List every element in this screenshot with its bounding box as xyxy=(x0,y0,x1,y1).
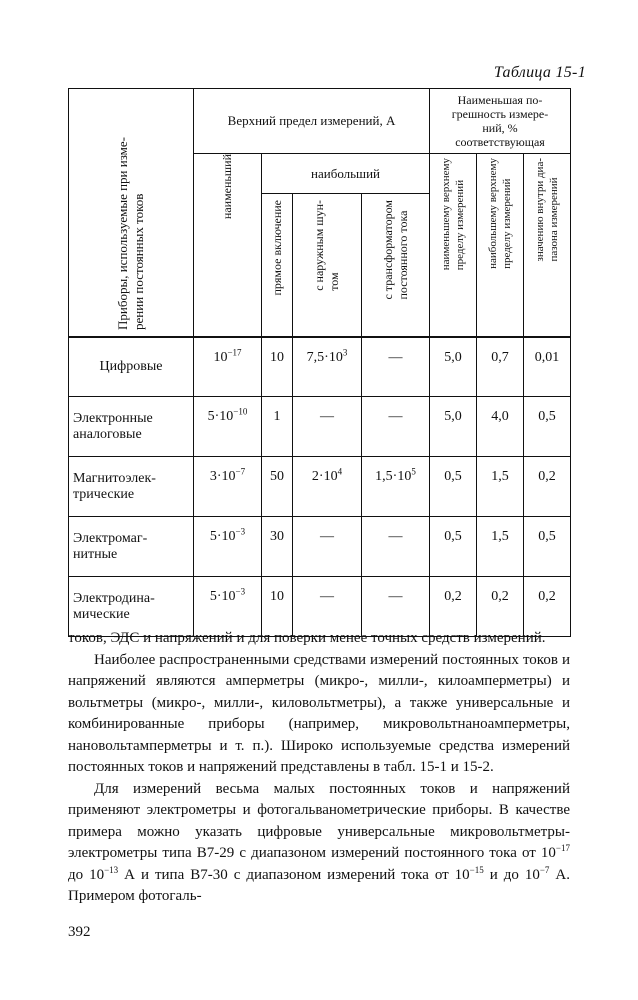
shunt-limit-base: — xyxy=(320,589,334,604)
table-body xyxy=(69,337,571,637)
measurement-table xyxy=(68,88,571,637)
device-name: Электродина- мические xyxy=(69,577,194,637)
transformer-limit-exp: 5 xyxy=(411,466,416,477)
min-limit-exp: −17 xyxy=(227,346,242,357)
header-shunt-label: с наружным шун- том xyxy=(312,200,341,291)
p3-exp-3: −15 xyxy=(469,864,484,875)
header-devices-label: Приборы, используемые при изме- рении постоянных токов xyxy=(115,136,146,330)
transformer-limit-base: 1,5·10 xyxy=(375,469,412,484)
min-limit-exp: −3 xyxy=(235,526,246,537)
min-limit-exp: −7 xyxy=(235,466,246,477)
header-smallest xyxy=(194,154,262,337)
header-err-range xyxy=(524,154,571,337)
direct-limit: 10 xyxy=(262,337,293,397)
paragraph-2: Наиболее распространенными средствами измерений постоянных токов и напряжений являются амперметры (микро-, милли-, килоамперметры) и вольтметры (микро-, милли-, киловольтметры), а также универсальные и комбинированные приборы (например, микровольтнаноамперметры, нановольтамперметры и т. п.). Широко используемые средства измерений постоянных токов и напряжений представлены в табл. 15-1 и 15-2. xyxy=(68,651,570,775)
error-range: 0,5 xyxy=(524,517,571,577)
error-lower: 5,0 xyxy=(430,337,477,397)
error-upper: 4,0 xyxy=(477,397,524,457)
table-row xyxy=(69,397,571,457)
p3-part-f: А. Примером фотогаль- xyxy=(68,866,570,904)
p3-part-d: и до 10 xyxy=(483,866,540,883)
error-range: 0,5 xyxy=(524,397,571,457)
error-range: 0,01 xyxy=(524,337,571,397)
transformer-limit xyxy=(362,337,430,397)
device-name: Магнитоэлек- трические xyxy=(69,457,194,517)
header-largest: наибольший xyxy=(262,154,430,194)
min-limit-base: 3·10 xyxy=(209,469,236,484)
device-name: Электронные аналоговые xyxy=(69,397,194,457)
table-row xyxy=(69,457,571,517)
page-number: 392 xyxy=(68,924,91,940)
p3-exp-4: −7 xyxy=(539,864,550,875)
transformer-limit-base: — xyxy=(388,589,403,604)
min-limit-base: 5·10 xyxy=(209,529,236,544)
transformer-limit xyxy=(362,397,430,457)
direct-limit: 10 xyxy=(262,577,293,637)
error-range: 0,2 xyxy=(524,577,571,637)
direct-limit: 50 xyxy=(262,457,293,517)
min-limit-base: 5·10 xyxy=(207,409,234,424)
p3-part-a: Для измерений весьма малых постоянных токов и напряжений применяют электрометры и фотогальванометрические приборы. В качестве примера можно указать цифровые универсальные микровольтметры-электрометры типа В7-29 с диапазоном измерений постоянного тока от 10 xyxy=(68,780,570,861)
body-text xyxy=(68,628,570,908)
shunt-limit-base: 7,5·10 xyxy=(306,349,343,365)
paragraph-3 xyxy=(68,779,570,908)
min-limit xyxy=(194,457,262,517)
transformer-limit-base: — xyxy=(388,529,403,544)
transformer-limit xyxy=(362,517,430,577)
paragraph-1: токов, ЭДС и напряжений и для поверки менее точных средств измерений. xyxy=(68,630,546,646)
error-lower: 0,5 xyxy=(430,457,477,517)
shunt-limit-exp: 3 xyxy=(342,346,348,357)
error-range: 0,2 xyxy=(524,457,571,517)
shunt-limit xyxy=(293,337,362,397)
min-limit-exp: −10 xyxy=(233,406,248,417)
header-err-range-label: значению внутри диа- пазона измерений xyxy=(534,158,560,262)
error-upper: 0,7 xyxy=(477,337,524,397)
error-upper: 1,5 xyxy=(477,457,524,517)
header-err-lower-label: наименьшему верхнему пределу измерений xyxy=(440,158,466,271)
shunt-limit xyxy=(293,457,362,517)
shunt-limit xyxy=(293,517,362,577)
header-transformer-label: с трансформатором постоянного тока xyxy=(380,200,410,300)
direct-limit: 1 xyxy=(262,397,293,457)
min-limit xyxy=(194,517,262,577)
error-lower: 5,0 xyxy=(430,397,477,457)
p3-part-b: до 10 xyxy=(68,866,105,883)
header-upper-limit: Верхний предел измерений, А xyxy=(194,89,430,154)
direct-limit: 30 xyxy=(262,517,293,577)
table-row xyxy=(69,517,571,577)
min-limit-exp: −3 xyxy=(235,586,246,597)
header-transformer xyxy=(362,194,430,337)
header-smallest-label: наименьший xyxy=(220,154,234,220)
transformer-limit-base: — xyxy=(388,349,403,365)
error-upper: 0,2 xyxy=(477,577,524,637)
shunt-limit-base: — xyxy=(320,409,334,424)
device-name: Электромаг- нитные xyxy=(69,517,194,577)
p3-part-c: А и типа В7-30 с диапазоном измерений тока от 10 xyxy=(118,866,470,883)
min-limit-base: 5·10 xyxy=(209,589,236,604)
min-limit xyxy=(194,337,262,397)
error-lower: 0,2 xyxy=(430,577,477,637)
header-err-upper xyxy=(477,154,524,337)
transformer-limit xyxy=(362,457,430,517)
header-min-error: Наименьшая по- грешность измере- ний, % соответствующая xyxy=(430,89,571,154)
min-limit-base: 10 xyxy=(213,349,228,365)
header-err-upper-label: наибольшему верхнему пределу измерений xyxy=(487,158,513,269)
shunt-limit-base: 2·10 xyxy=(311,469,338,484)
header-direct-label: прямое включение xyxy=(269,200,284,296)
min-limit xyxy=(194,397,262,457)
error-upper: 1,5 xyxy=(477,517,524,577)
device-name: Цифровые xyxy=(69,337,194,397)
p3-exp-1: −17 xyxy=(555,843,570,853)
header-shunt xyxy=(293,194,362,337)
table-row xyxy=(69,337,571,397)
table-caption: Таблица 15-1 xyxy=(493,64,586,81)
error-lower: 0,5 xyxy=(430,517,477,577)
header-direct xyxy=(262,194,293,337)
p3-exp-2: −13 xyxy=(104,864,119,875)
shunt-limit xyxy=(293,397,362,457)
transformer-limit-base: — xyxy=(388,409,403,424)
shunt-limit-base: — xyxy=(320,529,334,544)
shunt-limit-exp: 4 xyxy=(337,466,343,477)
header-err-lower xyxy=(430,154,477,337)
header-devices xyxy=(69,89,194,337)
